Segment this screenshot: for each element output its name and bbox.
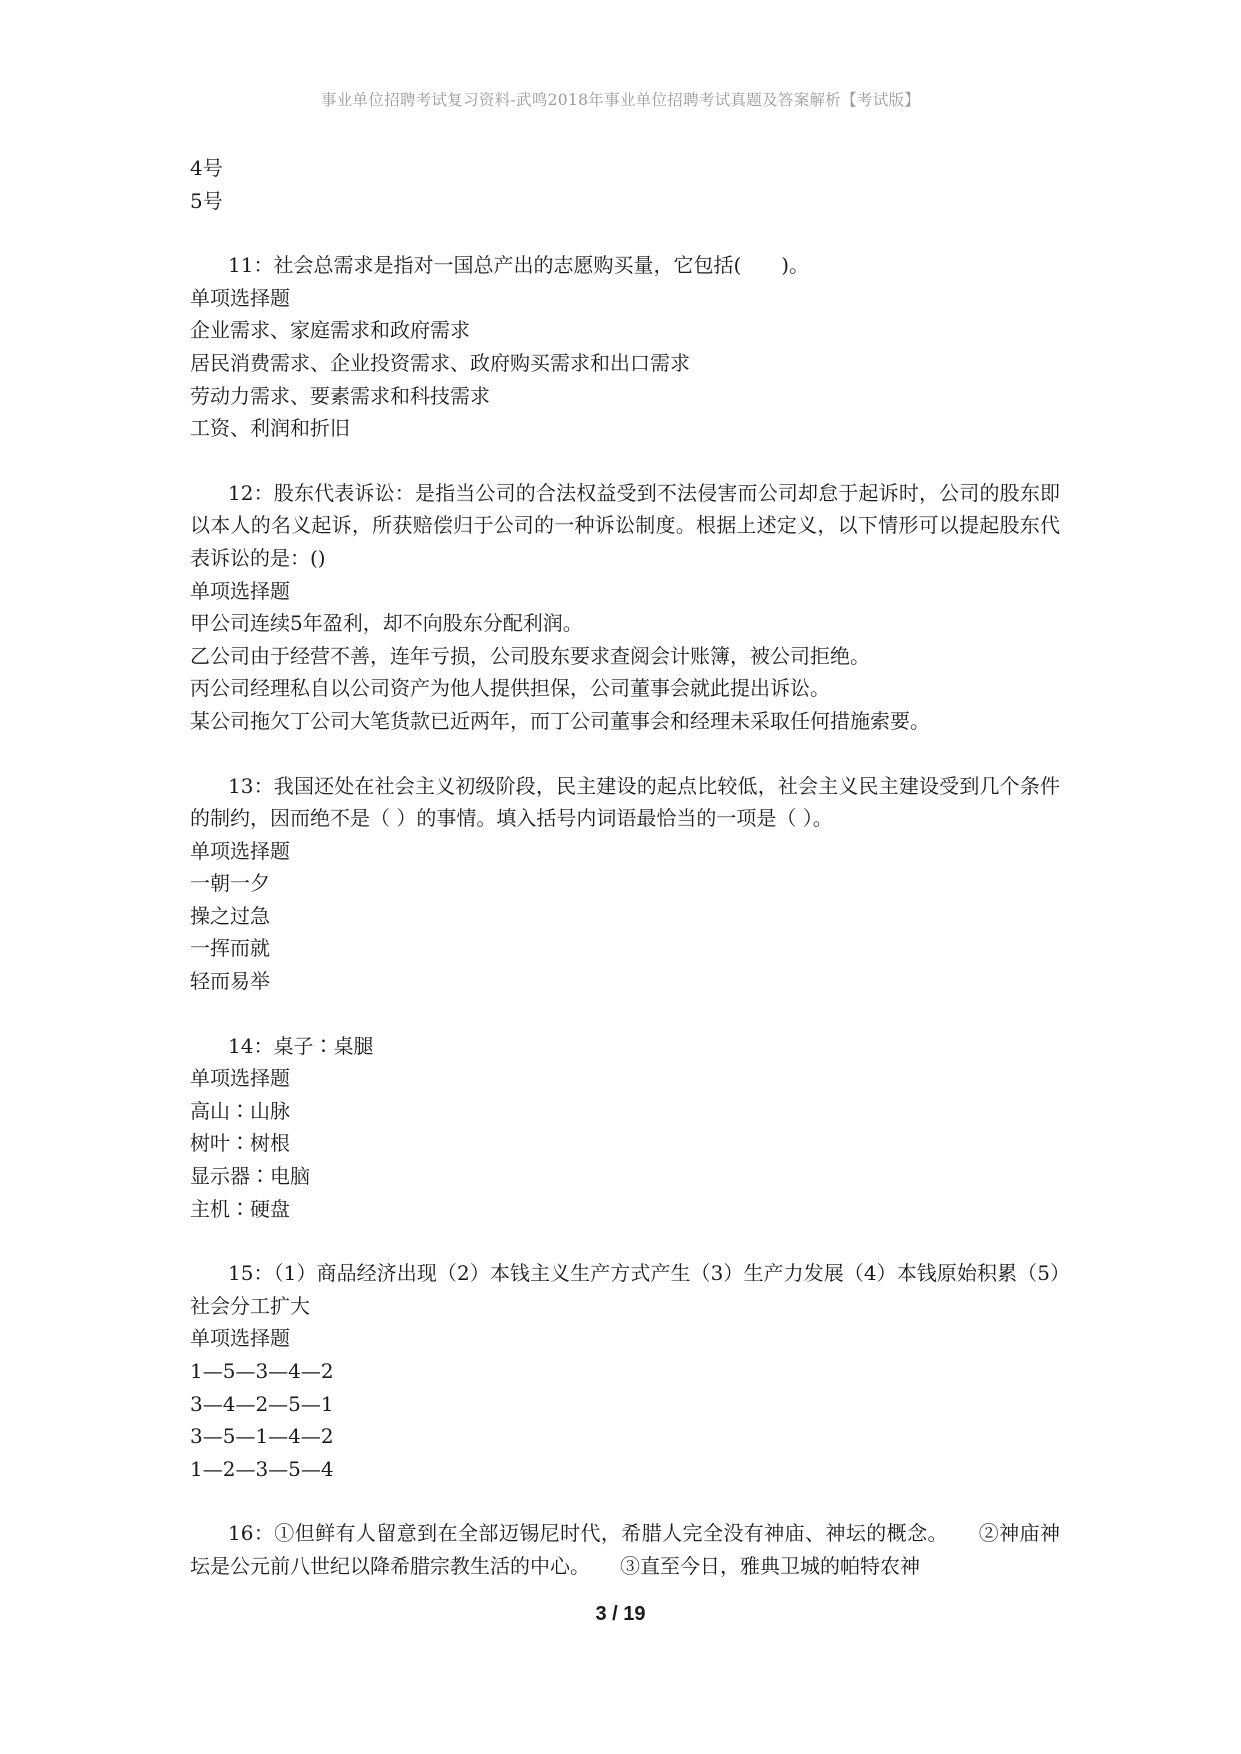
question-stem: 16：①但鲜有人留意到在全部迈锡尼时代，希腊人完全没有神庙、神坛的概念。 ②神庙神坛是公元前八世纪以降希腊宗教生活的中心。 ③直至今日，雅典卫城的帕特农神 — [190, 1521, 1060, 1578]
document-body — [190, 152, 1060, 1583]
option-d: 轻而易举 — [190, 969, 270, 994]
option-d: 工资、利润和折旧 — [190, 416, 350, 441]
option-a: 甲公司连续5年盈利，却不向股东分配利润。 — [190, 611, 583, 636]
option-line: 5号 — [190, 188, 223, 213]
question-type: 单项选择题 — [190, 1066, 290, 1091]
option-b: 乙公司由于经营不善，连年亏损，公司股东要求查阅会计账簿，被公司拒绝。 — [190, 643, 870, 668]
option-b: 3—4—2—5—1 — [190, 1391, 334, 1416]
question-type: 单项选择题 — [190, 1326, 290, 1351]
question-type: 单项选择题 — [190, 838, 290, 863]
option-c: 显示器∶电脑 — [190, 1164, 310, 1189]
option-a: 1—5—3—4—2 — [190, 1359, 334, 1383]
page-number: 3 / 19 — [595, 1603, 646, 1625]
question-stem: 11：社会总需求是指对一国总产出的志愿购买量，它包括( )。 — [228, 253, 810, 278]
option-c: 丙公司经理私自以公司资产为他人提供担保，公司董事会就此提出诉讼。 — [190, 676, 830, 701]
option-b: 树叶∶树根 — [190, 1131, 290, 1156]
option-a: 高山∶山脉 — [190, 1098, 290, 1123]
carryover-options — [190, 152, 1060, 217]
option-c: 3—5—1—4—2 — [190, 1424, 334, 1449]
question-13 — [190, 770, 1060, 998]
question-stem: 14：桌子∶桌腿 — [228, 1033, 374, 1058]
option-b: 居民消费需求、企业投资需求、政府购买需求和出口需求 — [190, 350, 690, 375]
question-type: 单项选择题 — [190, 578, 290, 603]
question-14 — [190, 1030, 1060, 1226]
option-a: 企业需求、家庭需求和政府需求 — [190, 318, 470, 343]
option-a: 一朝一夕 — [190, 871, 270, 896]
question-12 — [190, 477, 1060, 738]
option-c: 劳动力需求、要素需求和科技需求 — [190, 383, 490, 408]
question-type: 单项选择题 — [190, 285, 290, 310]
question-stem: 15：（1）商品经济出现（2）本钱主义生产方式产生（3）生产力发展（4）本钱原始积累（5）社会分工扩大 — [190, 1261, 1060, 1318]
option-d: 1—2—3—5—4 — [190, 1456, 334, 1481]
question-stem: 12：股东代表诉讼：是指当公司的合法权益受到不法侵害而公司却怠于起诉时，公司的股东即以本人的名义起诉，所获赔偿归于公司的一种诉讼制度。根据上述定义，以下情形可以提起股东代表诉讼的是：() — [190, 480, 1060, 570]
question-11 — [190, 249, 1060, 445]
option-d: 某公司拖欠丁公司大笔货款已近两年，而丁公司董事会和经理未采取任何措施索要。 — [190, 708, 930, 733]
option-c: 一挥而就 — [190, 936, 270, 961]
question-stem: 13：我国还处在社会主义初级阶段，民主建设的起点比较低，社会主义民主建设受到几个条件的制约，因而绝不是（ ）的事情。填入括号内词语最恰当的一项是（ ）。 — [190, 773, 1060, 831]
question-16 — [190, 1517, 1060, 1582]
page-header: 事业单位招聘考试复习资料-武鸣2018年事业单位招聘考试真题及答案解析【考试版】 — [320, 91, 921, 109]
option-line: 4号 — [190, 156, 223, 180]
option-d: 主机∶硬盘 — [190, 1196, 290, 1221]
question-15 — [190, 1257, 1060, 1485]
option-b: 操之过急 — [190, 903, 270, 928]
